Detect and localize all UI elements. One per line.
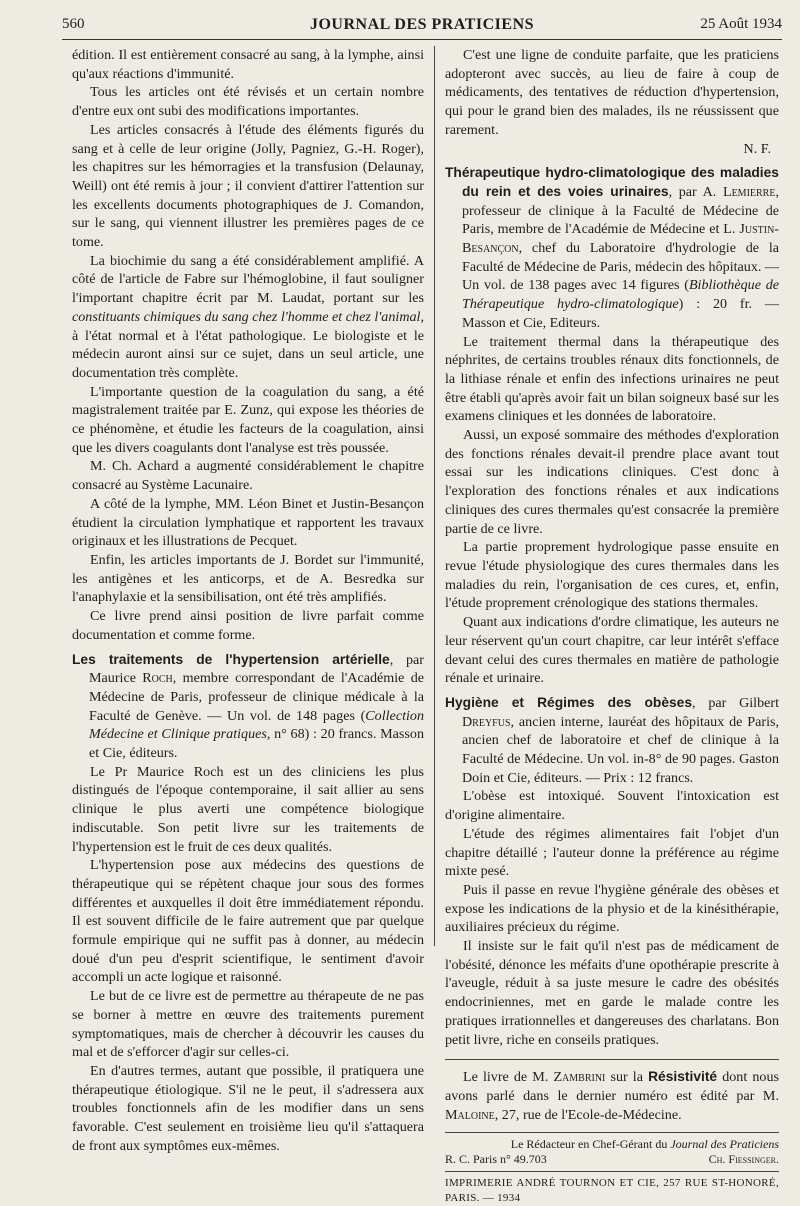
note-divider — [445, 1059, 779, 1060]
paragraph: Le traitement thermal dans la thérapeutique des néphrites, de certains troubles rénaux dits fonctionnels, de la lithiase rénale et enfin des infections urinaires ne peut être établi qu'après avoir fait un bilan soigneux basé sur les examens cliniques et les données de laboratoire. — [445, 333, 779, 425]
journal-title: JOURNAL DES PRATICIENS — [309, 16, 535, 33]
left-column — [72, 46, 424, 1155]
imprint-footer — [445, 1132, 779, 1206]
paragraph: M. Ch. Achard a augmenté considérablement le chapitre consacré au Système Lacunaire. — [72, 458, 424, 494]
editor-name: Ch. Fiessinger. — [708, 1152, 779, 1167]
paragraph: Le but de ce livre est de permettre au thérapeute de ne pas se borner à mettre en œuvre des traitements purement symptomatiques, mais de chercher à découvrir les causes du mal et de s'efforcer d'agir sur celles-ci. — [72, 988, 424, 1061]
page-number: 560 — [62, 16, 85, 32]
paragraph: Il insiste sur le fait qu'il n'est pas de médicament de l'obésité, dénonce les méfaits d'une opothérapie prescrite à l'aveugle, réduit à sa juste mesure le cadre des obésités endocriniennes, met en garde le malade contre les pratiques irrationnelles et dangereuses des charlatans. Bon petit livre, riche en conseils pratiques. — [445, 938, 779, 1048]
paragraph: Aussi, un exposé sommaire des méthodes d'exploration des fonctions rénales devait-il prendre place avant tout essai sur les indications cliniques. C'est donc à l'exploration des fonctions rénales et aux indications cliniques des cures thermales qu'est consacrée la première partie de ce livre. — [445, 427, 779, 537]
paragraph: édition. Il est entièrement consacré au sang, à la lymphe, ainsi qu'aux réactions d'immunité. — [72, 47, 424, 82]
author-name: Dreyfus — [462, 713, 511, 730]
paragraph: Puis il passe en revue l'hygiène générale des obèses et expose les indications de la physio et de la kinésithérapie, auxiliaires précieux du régime. — [445, 881, 779, 936]
column-divider — [434, 46, 435, 946]
right-column — [445, 46, 779, 1206]
publisher-note: Le livre de M. Zambrini sur la Résistivité dont nous avons parlé dans le dernier numéro est édité par M. Maloine, 27, rue de l'Ecole-de-Médecine. — [445, 1069, 779, 1123]
paragraph: La biochimie du sang a été considérablement amplifié. A côté de l'article de Fabre sur l'hémoglobine, il faut souligner l'important chapitre écrit par M. Laudat, portant sur les constituants chimiques du sang chez l'homme et chez l'animal, à l'état normal et à l'état pathologique. Le biologiste et le médecin auront ainsi sur ce sujet, dans un seul article, une documentation très complète. — [72, 252, 424, 381]
issue-date: 25 Août 1934 — [700, 16, 782, 32]
signature: N. F. — [743, 140, 771, 157]
paragraph: Enfin, les articles importants de J. Bordet sur l'immunité, les antigènes et les anticorps, et de A. Besredka sur l'anaphylaxie et la sensibilisation, ont été très amplifiés. — [72, 551, 424, 606]
review-title: Thérapeutique hydro-climatologique des maladies du rein et des voies urinaires — [445, 165, 779, 199]
author-name: Lemierre — [722, 183, 776, 200]
review-title: Hygiène et Régimes des obèses — [445, 694, 693, 710]
paragraph: Le Pr Maurice Roch est un des cliniciens les plus distingués de l'époque contemporaine, il sait allier au sens clinique le plus averti une compétence biologique indiscutable. Son petit livre sur les traitements de l'hypertension est le fruit de ces deux qualités. — [72, 763, 424, 855]
paragraph: Les articles consacrés à l'étude des éléments figurés du sang et à celle de leur origine (Jolly, Pagniez, G.-H. Roger), les chapitres sur les hémorragies et la transfusion (Delaunay, Weill) ont été remis à jour ; il convient d'attirer l'attention sur les excellents documents photographiques de J. Comandon, sur le sang, qui viennent illustrer les premières pages de ce tome. — [72, 121, 424, 251]
page-header — [62, 14, 782, 36]
paragraph: L'étude des régimes alimentaires fait l'objet d'un chapitre détaillé ; l'auteur donne la préférence au régime mixte pesé. — [445, 825, 779, 880]
author-name: Roch — [142, 670, 173, 687]
series-title: Collection Médecine et Clinique pratiques — [89, 707, 424, 743]
paragraph: L'hypertension pose aux médecins des questions de thérapeutique qui se répètent chaque jour sous des formes différentes et auxquelles il doit être immédiatement répondu. Il est souvent difficile de le faire autrement que par quelque formule empirique qui ne suffit pas à donner, au médecin doué d'un peu d'esprit scientifique, le sentiment d'avoir accompli un acte logique et raisonné. — [72, 857, 424, 986]
author-name: Justin-Besançon — [462, 221, 779, 257]
paragraph: C'est une ligne de conduite parfaite, que les praticiens adopteront avec succès, au lieu de faire à coup de médicaments, des tentatives de réduction d'hypertension, qui pour le grand bien des malades, ils ne réussissent que rarement. — [445, 47, 779, 138]
rc-number: R. C. Paris n° 49.703 — [445, 1152, 547, 1167]
printer-line: IMPRIMERIE ANDRÉ TOURNON ET CIE, 257 RUE ST-HONORÉ, PARIS. — 1934 — [445, 1171, 779, 1206]
author-name: Zambrini — [553, 1069, 606, 1086]
review-heading: Les traitements de l'hypertension artérielle, par Maurice Roch, membre correspondant de l'Académie de Médecine de Paris, professeur de clinique médicale à la Faculté de Genève. — Un vol. de 148 pages (Collection Médecine et Clinique pratiques, n° 68) : 20 francs. Masson et Cie, éditeurs. — [72, 651, 424, 762]
rc-line — [445, 1152, 779, 1167]
review-heading: Thérapeutique hydro-climatologique des maladies du rein et des voies urinaires, par A. Lemierre, professeur de clinique à la Faculté de Médecine de Paris, membre de l'Académie de Médecine et L. Justin-Besançon, chef du Laboratoire d'hydrologie de la Faculté de Médecine de Paris, médecin des hôpitaux. — Un vol. de 138 pages avec 14 figures (Bibliothèque de Thérapeutique hydro-climatologique) : 20 fr. — Masson et Cie, Editeurs. — [445, 165, 780, 331]
header-rule — [62, 39, 782, 40]
paragraph: L'obèse est intoxiqué. Souvent l'intoxication est d'origine alimentaire. — [445, 788, 779, 824]
publisher-name: Maloine — [445, 1106, 495, 1123]
paragraph: En d'autres termes, autant que possible, il pratiquera une thérapeutique étiologique. S'il ne le peut, il s'adressera aux troubles fonctionnels afin de les modifier dans un sens favorable. C'est seulement en troisième lieu qu'il s'attaquera de front aux symptômes eux-mêmes. — [72, 1062, 424, 1154]
editor-line: Le Rédacteur en Chef-Gérant du Journal des Praticiens — [510, 1137, 779, 1152]
paragraph: Tous les articles ont été révisés et un certain nombre d'entre eux ont subi des modifications importantes. — [72, 84, 424, 120]
review-title: Les traitements de l'hypertension artérielle — [72, 651, 390, 667]
paragraph: La partie proprement hydrologique passe ensuite en revue l'étude physiologique des cures thermales dans les maladies du rein, l'organisation de ces cures, et, enfin, l'étude proprement crénologique des stations thermales. — [445, 539, 779, 612]
paragraph: Quant aux indications d'ordre climatique, les auteurs ne leur réservent qu'un court chapitre, car leur intérêt s'efface devant celui des cures thermales en matière de pathologie rénale et urinaire. — [445, 614, 779, 687]
paragraph: L'importante question de la coagulation du sang, a été magistralement traitée par E. Zunz, qui expose les théories de ce phénomène, et étudie les facteurs de la coagulation, ainsi que les divers coagulants dont l'analyse est très poussée. — [72, 383, 424, 456]
review-heading: Hygiène et Régimes des obèses, par Gilbert Dreyfus, ancien interne, lauréat des hôpitaux de Paris, ancien chef de laboratoire et chef de clinique à la Faculté de Médecine. Un vol. in-8° de 90 pages. Gaston Doin et Cie, éditeurs. — Prix : 12 francs. — [445, 694, 779, 786]
series-title: Bibliothèque de Thérapeutique hydro-climatologique — [462, 277, 779, 313]
book-title: Résistivité — [648, 1069, 718, 1085]
paragraph: A côté de la lymphe, MM. Léon Binet et Justin-Besançon étudient la circulation lymphatique et rapportent les travaux originaux et les illustrations de Pecquet. — [72, 495, 424, 550]
paragraph: Ce livre prend ainsi position de livre parfait comme documentation et comme forme. — [72, 608, 424, 643]
italic-title: constituants chimiques du sang chez l'homme et chez l'animal — [72, 308, 421, 325]
